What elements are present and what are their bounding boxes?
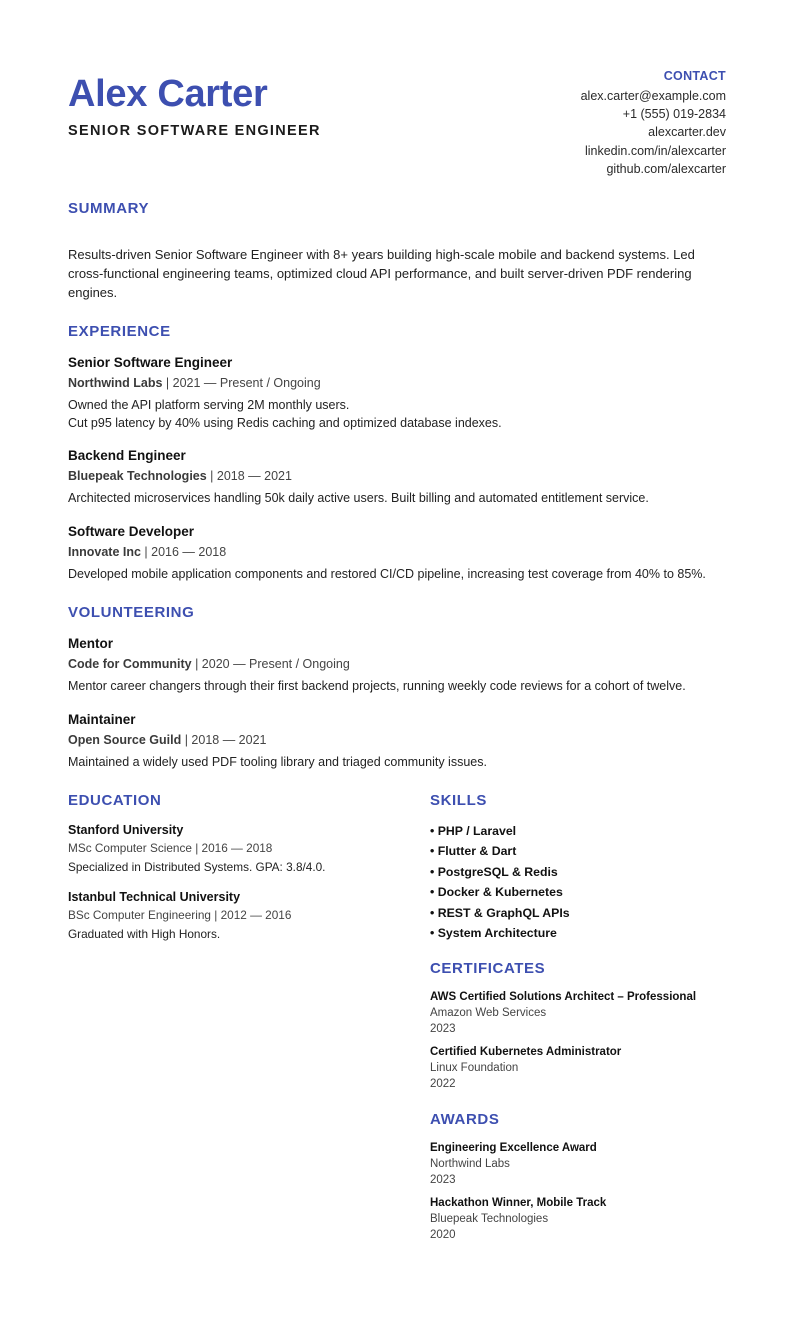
skill-item: • PHP / Laravel: [430, 824, 517, 838]
volunteering-entry: [68, 711, 728, 771]
entry-org: Open Source Guild: [68, 733, 182, 747]
entry-role: Backend Engineer: [68, 448, 186, 463]
contact-github[interactable]: github.com/alexcarter: [606, 161, 726, 176]
volunteering-entry: [68, 635, 728, 695]
entry-description-line: Cut p95 latency by 40% using Redis caching and optimized database indexes.: [68, 416, 502, 430]
entry-role: Software Developer: [68, 524, 195, 539]
entry-description-line: Maintained a widely used PDF tooling library and triaged community issues.: [68, 755, 487, 769]
experience-entry: [68, 447, 728, 507]
education-entry: [68, 889, 388, 943]
education-school: Istanbul Technical University: [68, 890, 241, 904]
certificate-issuer: Linux Foundation: [430, 1062, 519, 1075]
candidate-name: Alex Carter: [68, 73, 268, 115]
entry-role: Maintainer: [68, 712, 136, 727]
summary-text: Results-driven Senior Software Engineer with 8+ years building high-scale mobile and backend systems. Led cross-functional engineering teams, optimized cloud API performance, and built server-driven PDF rendering engines.: [68, 247, 695, 300]
contact-linkedin[interactable]: linkedin.com/in/alexcarter: [584, 143, 726, 158]
entry-meta: [68, 655, 728, 673]
education-school: Stanford University: [68, 823, 184, 837]
education-note: Specialized in Distributed Systems. GPA: 3.8/4.0.: [68, 860, 326, 874]
entry-dates: | 2018 — 2021: [181, 733, 267, 747]
skill-item: • Flutter & Dart: [430, 844, 517, 859]
entry-description: [68, 753, 728, 771]
right-column: [430, 792, 730, 1243]
entry-dates: | 2018 — 2021: [206, 469, 292, 483]
award-issuer: Northwind Labs: [430, 1158, 510, 1171]
award-year: 2020: [430, 1229, 456, 1242]
certificate-issuer: Amazon Web Services: [430, 1007, 547, 1020]
entry-meta: [68, 731, 728, 749]
award-entry: [430, 1140, 730, 1188]
certificates-title: CERTIFICATES: [430, 960, 546, 978]
skill-item: • REST & GraphQL APIs: [430, 905, 570, 920]
certificate-entry: [430, 1044, 730, 1092]
education-entry: [68, 822, 388, 876]
skill-item: • PostgreSQL & Redis: [430, 864, 558, 879]
entry-description: [68, 677, 728, 695]
entry-org: Bluepeak Technologies: [68, 469, 207, 483]
entry-role: Senior Software Engineer: [68, 355, 233, 370]
award-name: Hackathon Winner, Mobile Track: [430, 1197, 607, 1210]
contact-phone[interactable]: +1 (555) 019-2834: [622, 107, 726, 122]
entry-org: Northwind Labs: [68, 376, 163, 390]
entry-dates: | 2021 — Present / Ongoing: [162, 376, 321, 390]
entry-description-line: Mentor career changers through their first backend projects, running weekly code reviews for a cohort of twelve.: [68, 679, 686, 693]
skills-title: SKILLS: [430, 792, 487, 809]
certificate-year: 2022: [430, 1078, 456, 1091]
certificate-name: AWS Certified Solutions Architect – Professional: [430, 991, 697, 1004]
entry-meta: [68, 543, 728, 561]
education-note: Graduated with High Honors.: [68, 927, 221, 941]
contact-website[interactable]: alexcarter.dev: [648, 125, 726, 140]
certificate-entry: [430, 989, 730, 1037]
education-degree: BSc Computer Engineering | 2012 — 2016: [68, 908, 292, 922]
entry-description-line: Owned the API platform serving 2M monthly users.: [68, 398, 350, 412]
entry-description: [68, 489, 728, 507]
certificate-year: 2023: [430, 1023, 456, 1036]
entry-description-line: Architected microservices handling 50k daily active users. Built billing and automated entitlement service.: [68, 491, 649, 505]
awards-title: AWARDS: [430, 1111, 500, 1129]
award-issuer: Bluepeak Technologies: [430, 1213, 549, 1226]
skill-item: • System Architecture: [430, 926, 557, 941]
experience-title: EXPERIENCE: [68, 323, 171, 340]
contact-title: CONTACT: [663, 69, 726, 83]
award-entry: [430, 1195, 730, 1243]
contact-email[interactable]: alex.carter@example.com: [580, 89, 726, 103]
education-title: EDUCATION: [68, 792, 162, 809]
skill-item: • Docker & Kubernetes: [430, 885, 563, 900]
experience-entry: [68, 354, 728, 432]
candidate-role: SENIOR SOFTWARE ENGINEER: [68, 123, 321, 139]
summary-title: SUMMARY: [68, 200, 150, 217]
entry-meta: [68, 374, 728, 392]
award-year: 2023: [430, 1174, 456, 1187]
entry-description: [68, 396, 728, 432]
entry-role: Mentor: [68, 636, 113, 651]
education-column: [68, 792, 388, 943]
volunteering-title: VOLUNTEERING: [68, 604, 195, 621]
entry-dates: | 2020 — Present / Ongoing: [191, 657, 350, 671]
award-name: Engineering Excellence Award: [430, 1142, 597, 1155]
skills-list: [430, 821, 730, 943]
entry-meta: [68, 467, 728, 485]
certificate-name: Certified Kubernetes Administrator: [430, 1046, 622, 1059]
entry-dates: | 2016 — 2018: [140, 545, 227, 559]
education-degree: MSc Computer Science | 2016 — 2018: [68, 841, 273, 855]
experience-entry: [68, 523, 728, 583]
entry-org: Innovate Inc: [68, 545, 141, 559]
entry-description-line: Developed mobile application components and restored CI/CD pipeline, increasing test coverage from 40% to 85%.: [68, 567, 706, 581]
entry-org: Code for Community: [68, 657, 192, 671]
entry-description: [68, 565, 728, 583]
resume-header: [68, 0, 726, 190]
contact-block: [581, 69, 726, 178]
